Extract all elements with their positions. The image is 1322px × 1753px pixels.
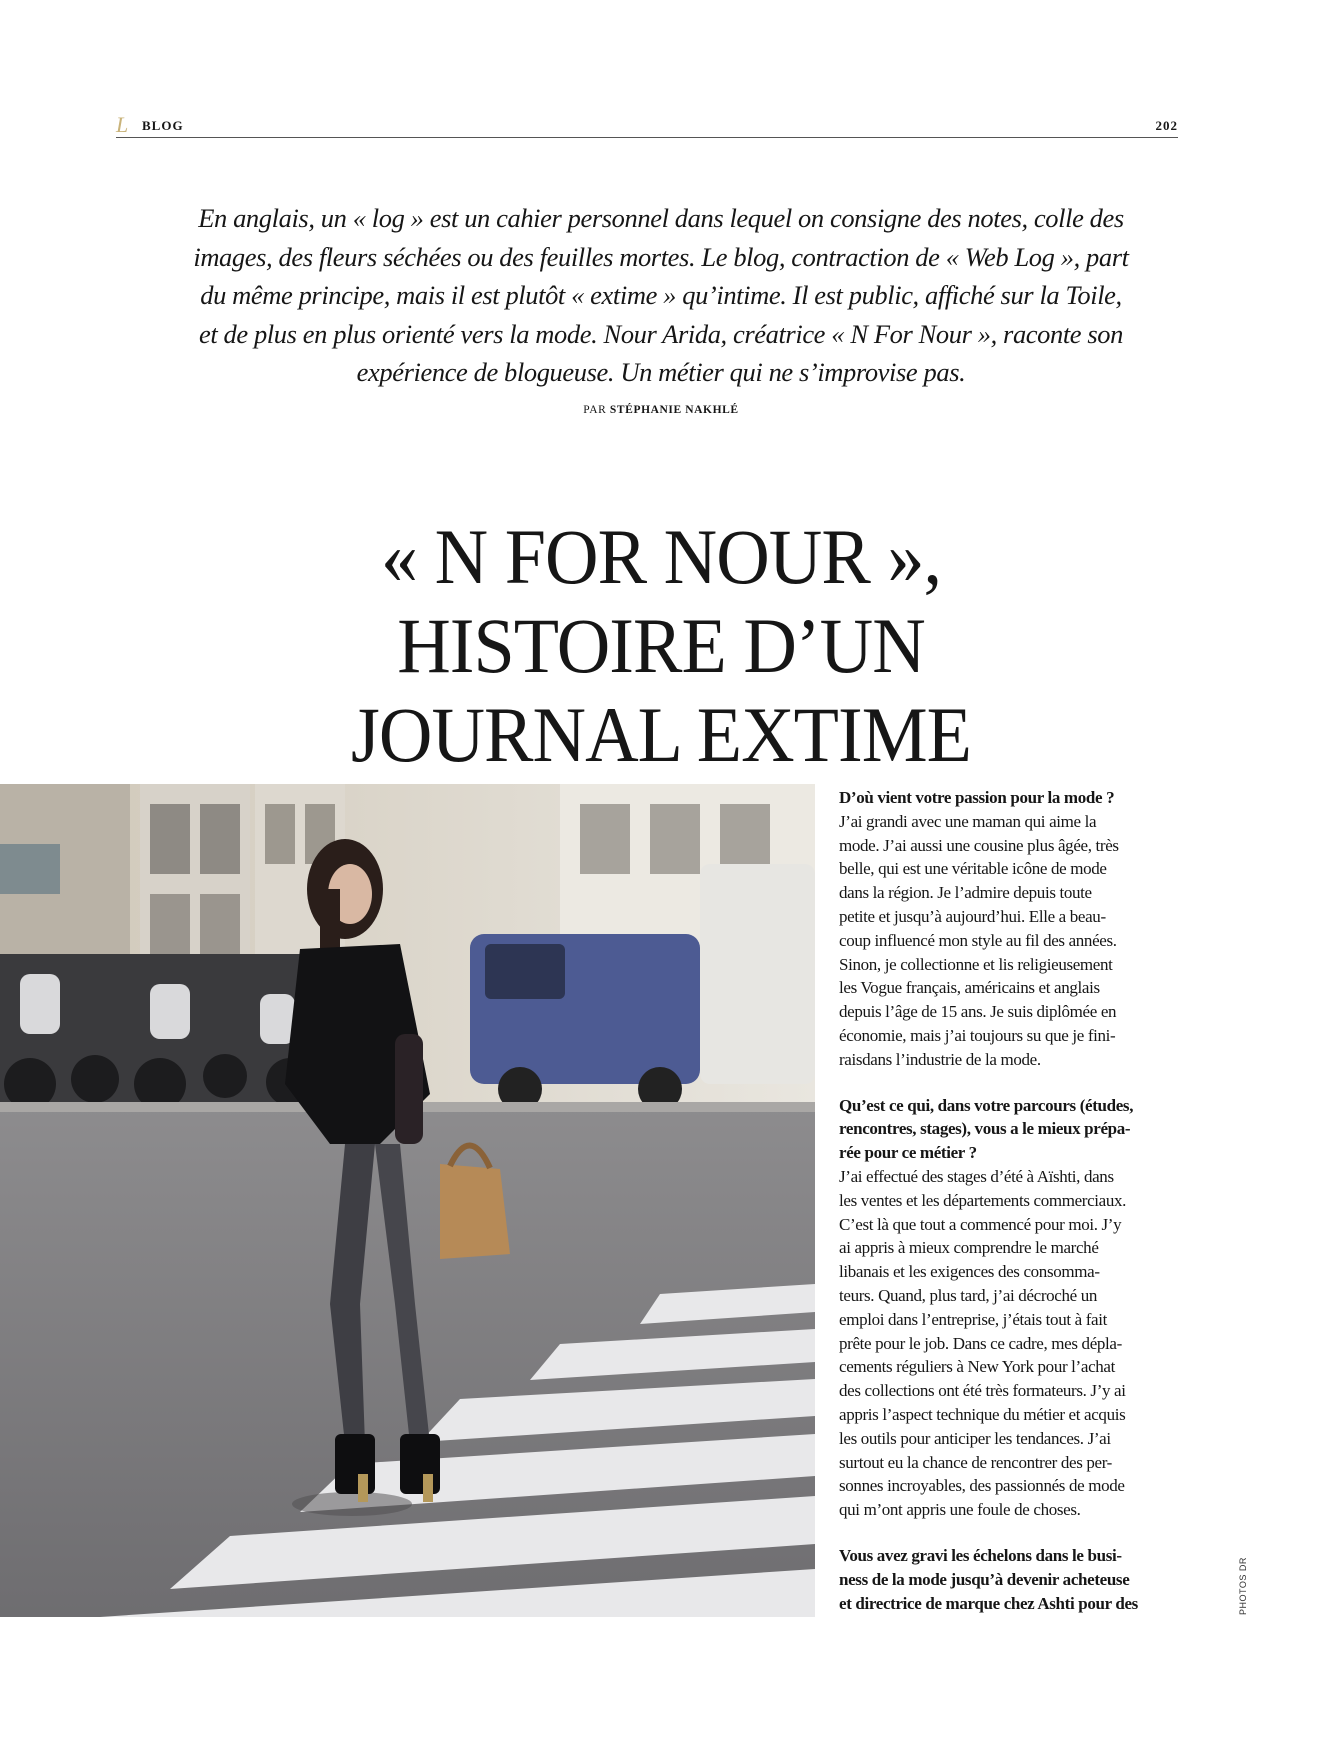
photo-credit: PHOTOS DR — [1238, 1557, 1248, 1615]
answer-line: Sinon, je collectionne et lis religieusement — [839, 954, 1113, 974]
byline-author: STÉPHANIE NAKHLÉ — [609, 404, 739, 416]
standfirst-line: du même principe, mais il est plutôt « extime » qu’intime. Il est public, affiché sur la Toile, — [200, 280, 1122, 311]
section-label: BLOG — [142, 118, 184, 133]
title-line: HISTOIRE D’UN — [397, 602, 925, 690]
answer-line: les outils pour anticiper les tendances. J’ai — [839, 1428, 1111, 1448]
standfirst-line: expérience de blogueuse. Un métier qui ne s’improvise pas. — [356, 357, 966, 388]
answer-line: raisdans l’industrie de la mode. — [839, 1049, 1041, 1069]
answer-line: sonnes incroyables, des passionnés de mode — [839, 1476, 1125, 1496]
question-line: et directrice de marque chez Ashti pour des — [839, 1593, 1138, 1613]
question-line: Vous avez gravi les échelons dans le busi- — [839, 1545, 1122, 1565]
question-line: rée pour ce métier ? — [839, 1143, 977, 1163]
answer-line: prête pour le job. Dans ce cadre, mes dépla- — [839, 1333, 1122, 1353]
answer-2 — [839, 1165, 1173, 1522]
question-3 — [839, 1544, 1173, 1615]
answer-1 — [839, 810, 1173, 1072]
standfirst-line: En anglais, un « log » est un cahier personnel dans lequel on consigne des notes, colle des — [198, 203, 1124, 233]
answer-line: appris l’aspect technique du métier et acquis — [839, 1404, 1126, 1424]
article-title — [33, 512, 1289, 779]
answer-line: économie, mais j’ai toujours su que je fini- — [839, 1025, 1116, 1045]
byline-prefix: PAR — [583, 404, 607, 416]
answer-line: ai appris à mieux comprendre le marché — [839, 1238, 1099, 1258]
answer-line: petite et jusqu’à aujourd’hui. Elle a beau- — [839, 906, 1106, 926]
answer-line: coup influencé mon style au fil des années. — [839, 930, 1117, 950]
answer-line: des collections ont été très formateurs. J’y ai — [839, 1381, 1126, 1401]
title-line: JOURNAL EXTIME — [351, 691, 971, 779]
question-2 — [839, 1094, 1173, 1165]
answer-line: mode. J’ai aussi une cousine plus âgée, très — [839, 835, 1119, 855]
question-line: D’où vient votre passion pour la mode ? — [839, 788, 1115, 807]
answer-line: surtout eu la chance de rencontrer des per- — [839, 1452, 1112, 1472]
standfirst-line: et de plus en plus orienté vers la mode. Nour Arida, créatrice « N For Nour », raconte son — [198, 318, 1124, 349]
answer-line: qui m’ont appris une foule de choses. — [839, 1500, 1081, 1520]
standfirst — [140, 199, 1182, 392]
answer-line: libanais et les exigences des consomma- — [839, 1262, 1100, 1282]
street-photo-illustration — [0, 784, 815, 1617]
article-photo — [0, 784, 815, 1617]
answer-line: J’ai grandi avec une maman qui aime la — [839, 811, 1097, 831]
answer-line: C’est là que tout a commencé pour moi. J’y — [839, 1214, 1122, 1234]
answer-line: emploi dans l’entreprise, j’étais tout à fait — [839, 1309, 1107, 1329]
standfirst-line: images, des fleurs séchées ou des feuilles mortes. Le blog, contraction de « Web Log », part — [193, 241, 1129, 272]
question-line: rencontres, stages), vous a le mieux prépa- — [839, 1119, 1131, 1139]
answer-line: cements réguliers à New York pour l’achat — [839, 1357, 1115, 1377]
answer-line: depuis l’âge de 15 ans. Je suis diplômée en — [839, 1002, 1117, 1022]
header-rule — [116, 137, 1178, 138]
question-line: ness de la mode jusqu’à devenir acheteuse — [839, 1569, 1130, 1589]
answer-line: les Vogue français, américains et anglais — [839, 978, 1100, 998]
answer-line: les ventes et les départements commerciaux. — [839, 1190, 1127, 1210]
answer-line: dans la région. Je l’admire depuis toute — [839, 883, 1092, 903]
answer-line: teurs. Quand, plus tard, j’ai décroché un — [839, 1285, 1098, 1305]
answer-line: belle, qui est une véritable icône de mode — [839, 859, 1107, 879]
magazine-logo: L — [116, 112, 129, 137]
page-number: 202 — [1155, 118, 1178, 133]
question-1 — [839, 786, 1173, 810]
byline — [0, 403, 1322, 417]
answer-line: J’ai effectué des stages d’été à Aïshti, dans — [839, 1166, 1114, 1186]
title-line: « N FOR NOUR », — [380, 513, 942, 601]
article-column — [839, 786, 1173, 1615]
question-line: Qu’est ce qui, dans votre parcours (études, — [839, 1095, 1134, 1115]
